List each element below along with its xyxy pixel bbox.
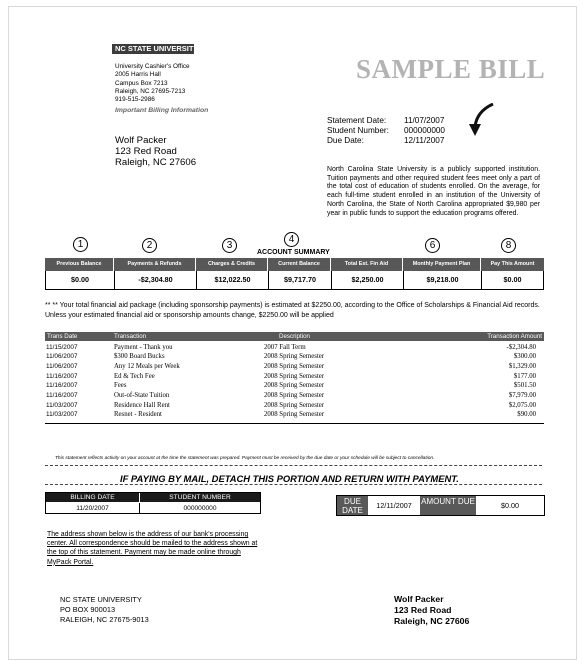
row-amount: $300.00 — [513, 353, 536, 360]
row-transaction: Out-of-State Tuition — [114, 392, 170, 399]
statement-date-label: Statement Date: — [327, 116, 387, 125]
cashier-street: 2005 Harris Hall — [115, 71, 161, 78]
statement-note: This statement reflects activity on your account at the time the statement was prepared. Payment must be received by the due date or your schedule will be subject to cancellation. — [55, 456, 435, 461]
table-row — [45, 410, 544, 419]
student-number-label: Student Number: — [327, 126, 389, 135]
table-row — [45, 343, 544, 352]
customer-city: Raleigh, NC 27606 — [115, 157, 197, 168]
due-date-label: DUE DATE — [337, 496, 368, 515]
trans-date-header: Trans Date — [47, 333, 78, 340]
monthly-payment-plan: $9,218.00 — [404, 271, 482, 289]
university-logo: NC STATE UNIVERSITY — [112, 44, 194, 54]
amount-header: Transaction Amount — [487, 333, 542, 340]
summary-header: Current Balance — [268, 258, 331, 271]
billing-date-value: 11/20/2007 — [46, 503, 140, 514]
marker-8: 8 — [501, 238, 516, 253]
table-row — [45, 352, 544, 361]
marker-6: 6 — [425, 238, 440, 253]
summary-header: Previous Balance — [45, 258, 114, 271]
pay-this-amount: $0.00 — [503, 275, 522, 284]
payments-refunds: -$2,304.80 — [115, 271, 197, 289]
cashier-phone: 919-515-2986 — [115, 96, 155, 103]
row-date: 11/16/2007 — [46, 392, 78, 399]
marker-1: 1 — [73, 237, 88, 252]
financial-aid-note: ** ** Your total financial aid package (including sponsorship payments) is estimated at $2250.00, according to the Office of Scholarships & Financial Aid records. Unless your estimated financial aid or sponsorship amounts change, $2250.00 will be applied — [45, 302, 540, 319]
summary-header: Payments & Refunds — [114, 258, 196, 271]
billing-date-header: BILLING DATE — [46, 493, 140, 502]
marker-3: 3 — [222, 238, 237, 253]
table-row — [45, 362, 544, 371]
payer-city: Raleigh, NC 27606 — [394, 616, 470, 626]
customer-name: Wolf Packer — [115, 135, 167, 146]
charges-credits: $12,022.50 — [197, 271, 269, 289]
due-date-value: 12/11/2007 — [404, 136, 445, 145]
row-description: 2008 Spring Semester — [264, 353, 325, 360]
row-description: 2008 Spring Semester — [264, 411, 325, 418]
row-date: 11/16/2007 — [46, 373, 78, 380]
row-transaction: $300 Board Bucks — [114, 353, 165, 360]
row-amount: $501.50 — [513, 382, 536, 389]
row-date: 11/03/2007 — [46, 402, 78, 409]
row-amount: $2,075.00 — [508, 402, 536, 409]
current-balance: $9,717.70 — [269, 271, 332, 289]
sample-bill-watermark: SAMPLE BILL — [356, 54, 546, 84]
bank-city: RALEIGH, NC 27675-9013 — [60, 615, 149, 624]
transactions-bottom-rule — [45, 423, 544, 424]
previous-balance: $0.00 — [46, 271, 115, 289]
amount-due-value: $0.00 — [501, 501, 519, 510]
amount-due-label: AMOUNT DUE — [420, 496, 476, 515]
billing-info-heading: Important Billing Information — [115, 107, 209, 114]
row-amount: $177.00 — [513, 373, 536, 380]
arrow-icon — [468, 103, 494, 137]
table-row — [45, 391, 544, 400]
marker-2: 2 — [142, 238, 157, 253]
student-number-header: STUDENT NUMBER — [140, 493, 260, 502]
account-summary-title: ACCOUNT SUMMARY — [257, 249, 330, 256]
summary-header: Pay This Amount — [490, 261, 535, 267]
cashier-box: Campus Box 7213 — [115, 80, 168, 87]
row-date: 11/16/2007 — [46, 382, 78, 389]
row-description: 2008 Spring Semester — [264, 402, 325, 409]
cut-line — [45, 484, 542, 485]
cashier-office: University Cashier's Office — [115, 63, 190, 70]
payer-street: 123 Red Road — [394, 605, 452, 615]
row-amount: $1,329.00 — [508, 363, 536, 370]
row-transaction: Any 12 Meals per Week — [114, 363, 180, 370]
summary-header: Total Est. Fin Aid — [331, 258, 403, 271]
row-description: 2008 Spring Semester — [264, 382, 325, 389]
table-row — [45, 372, 544, 381]
row-transaction: Residence Hall Rent — [114, 402, 170, 409]
summary-header: Charges & Credits — [196, 258, 268, 271]
bank-address-note: The address shown below is the address of our bank's processing center. All correspondence should be mailed to the address shown at the top of this statement. Payment may be made online through MyPack Portal. — [47, 531, 258, 566]
row-date: 11/03/2007 — [46, 411, 78, 418]
funding-note: North Carolina State University is a publicly supported institution. Tuition payments and other required student fees meet only a part of the total cost of education of students enrolled. On the average, for each full-time student enrolled in an institution of the University of North Carolina, the State of North Carolina appropriated $9,980 per year in public funds to support the education programs offered. — [327, 166, 540, 217]
bank-name: NC STATE UNIVERSITY — [60, 595, 142, 604]
cashier-city: Raleigh, NC 27695-7213 — [115, 88, 186, 95]
customer-street: 123 Red Road — [115, 146, 177, 157]
row-description: 2008 Spring Semester — [264, 373, 325, 380]
row-transaction: Ed & Tech Fee — [114, 373, 155, 380]
due-date-label: Due Date: — [327, 136, 364, 145]
row-description: 2008 Spring Semester — [264, 363, 325, 370]
row-amount: $90.00 — [517, 411, 536, 418]
bank-po-box: PO BOX 900013 — [60, 605, 116, 614]
transaction-header: Transaction — [114, 333, 147, 340]
billing-info-table — [45, 492, 261, 514]
cut-line — [45, 465, 542, 466]
description-header: Description — [279, 333, 310, 340]
row-transaction: Payment - Thank you — [114, 344, 173, 351]
row-amount: $7,979.00 — [508, 392, 536, 399]
summary-header-row — [45, 258, 544, 271]
statement-date-value: 11/07/2007 — [404, 116, 445, 125]
row-transaction: Resnet - Resident — [114, 411, 162, 418]
row-date: 11/15/2007 — [46, 344, 78, 351]
detach-instruction: IF PAYING BY MAIL, DETACH THIS PORTION AND RETURN WITH PAYMENT. — [120, 473, 459, 484]
marker-4: 4 — [284, 232, 299, 247]
row-amount: -$2,304.80 — [506, 344, 536, 351]
table-row — [45, 401, 544, 410]
row-transaction: Fees — [114, 382, 127, 389]
due-amount-box — [336, 495, 545, 516]
student-number-value: 000000000 — [404, 126, 445, 135]
row-date: 11/06/2007 — [46, 363, 78, 370]
table-row — [45, 381, 544, 390]
payer-name: Wolf Packer — [394, 594, 444, 604]
summary-header: Monthly Payment Plan — [403, 258, 481, 271]
transactions-header — [45, 332, 544, 341]
due-date-value: 12/11/2007 — [376, 501, 412, 510]
student-number-value: 000000000 — [183, 505, 217, 512]
row-description: 2008 Spring Semester — [264, 392, 325, 399]
row-date: 11/06/2007 — [46, 353, 78, 360]
total-est-fin-aid: $2,250.00 — [332, 271, 404, 289]
row-description: 2007 Fall Term — [264, 344, 306, 351]
summary-values-row — [45, 271, 544, 290]
